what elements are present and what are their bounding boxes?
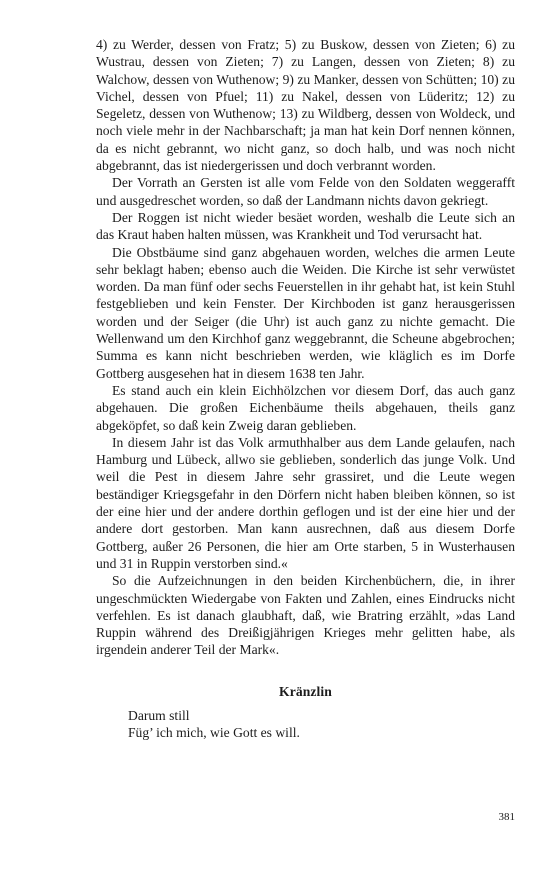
verse-line: Füg’ ich mich, wie Gott es will. [128,725,300,741]
page-number: 381 [498,811,515,823]
paragraph: Die Obstbäume sind ganz abgehauen worden, welches die armen Leute sehr beklagt haben; ebenso auch die Weiden. Die Kirche ist sehr verwüstet worden. Da man fünf oder sechs Feuerstellen in ihr gehabt hat, ist kein Stuhl festgeblieben und kein Fenster. Der Kirchboden ist ganz herausgerissen worden und der Seiger (die Uhr) ist auch ganz zu nichte gemacht. Die Wellenwand um den Kirchhof ganz weggebrannt, die Scheune abgebrochen; Summa es kann nicht beschrieben werden, wie kläglich es im Dorfe Gottberg ausgesehen hat in diesem 1638 ten Jahr. [96,244,515,381]
main-text [96,36,515,742]
paragraph: Der Roggen ist nicht wieder besäet worden, weshalb die Leute sich an das Kraut haben halten müssen, was Krankheit und Tod verursacht hat. [96,209,515,243]
paragraph: 4) zu Werder, dessen von Fratz; 5) zu Buskow, dessen von Zieten; 6) zu Wustrau, dessen von Zieten; 7) zu Langen, dessen von Zieten; 8) zu Walchow, dessen von Wuthenow; 9) zu Manker, dessen von Schütten; 10) zu Vichel, dessen von Pfuel; 11) zu Nakel, dessen von Lüderitz; 12) zu Segeletz, dessen von Wuthenow; 13) zu Wildberg, dessen von Woldeck, und noch viele mehr in der Nachbarschaft; ja man hat kein Dorf nennen können, da es nicht gebrannt, wo nicht ganz, so doch halb, und was noch nicht abgebrannt, das ist niedergerissen und doch verbrannt worden. [96,37,515,174]
epigraph-verse [128,707,515,742]
paragraph: So die Aufzeichnungen in den beiden Kirchenbüchern, die, in ihrer ungeschmückten Wiedergabe von Fakten und Zahlen, eines Eindrucks nicht verfehlen. Es ist danach glaubhaft, daß, wie Bratring erzählt, »das Land Ruppin während des Dreißigjährigen Krieges mehr gelitten habe, als irgendein anderer Teil der Mark«. [96,573,515,658]
paragraph: Es stand auch ein klein Eichhölzchen vor diesem Dorf, das auch ganz abgehauen. Die großen Eichenbäume theils abgehauen, theils ganz abgeköpfet, so daß kein Zweig daran geblieben. [96,382,515,433]
paragraph: In diesem Jahr ist das Volk armuthhalber aus dem Lande gelaufen, nach Hamburg und Lübeck, allwo sie geblieben, sonderlich das junge Volk. Und weil die Pest in diesem Jahre sehr grassiret, und die Leute wegen beständiger Kriegsgefahr in den Dörfern nicht haben bleiben können, so ist der eine hier und der andere dorthin geflogen und ist der eine hier und der andere dort gestorben. Man kann ausrechnen, daß aus diesem Dorfe Gottberg, außer 26 Personen, die hier am Orte starben, 5 in Wusterhausen und 31 in Ruppin verstorben sind.« [96,434,515,571]
paragraph: Der Vorrath an Gersten ist alle vom Felde von den Soldaten weggerafft und ausgedreschet worden, so daß der Landmann nichts davon gekriegt. [96,175,515,208]
section-heading: Kränzlin [279,683,332,699]
verse-line: Darum still [128,707,190,723]
